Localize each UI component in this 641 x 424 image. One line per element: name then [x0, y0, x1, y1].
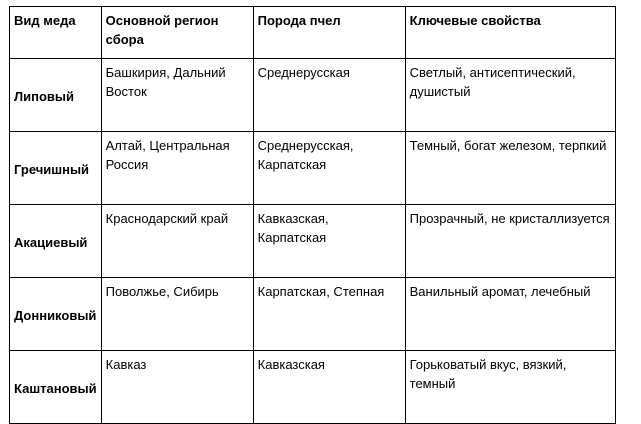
table-header-row — [10, 7, 616, 59]
cell-key-properties: Светлый, антисептический, душистый — [405, 59, 615, 132]
cell-region: Алтай, Центральная Россия — [101, 132, 253, 205]
cell-bee-breed: Карпатская, Степная — [253, 278, 405, 351]
honey-table — [9, 6, 616, 424]
cell-honey-type: Гречишный — [10, 132, 102, 205]
cell-honey-type: Каштановый — [10, 351, 102, 424]
cell-key-properties: Темный, богат железом, терпкий — [405, 132, 615, 205]
cell-honey-type: Донниковый — [10, 278, 102, 351]
table-row — [10, 351, 616, 424]
cell-key-properties: Горьковатый вкус, вязкий, темный — [405, 351, 615, 424]
cell-region: Поволжье, Сибирь — [101, 278, 253, 351]
header-region: Основной регион сбора — [101, 7, 253, 59]
cell-bee-breed: Кавказская — [253, 351, 405, 424]
cell-bee-breed: Среднерусская — [253, 59, 405, 132]
cell-bee-breed: Кавказская, Карпатская — [253, 205, 405, 278]
cell-region: Башкирия, Дальний Восток — [101, 59, 253, 132]
cell-region: Краснодарский край — [101, 205, 253, 278]
table-row — [10, 205, 616, 278]
header-bee-breed: Порода пчел — [253, 7, 405, 59]
cell-bee-breed: Среднерусская, Карпатская — [253, 132, 405, 205]
honey-table-container — [9, 6, 616, 424]
header-key-properties: Ключевые свойства — [405, 7, 615, 59]
cell-key-properties: Прозрачный, не кристаллизуется — [405, 205, 615, 278]
header-honey-type: Вид меда — [10, 7, 102, 59]
table-row — [10, 132, 616, 205]
table-row — [10, 59, 616, 132]
cell-key-properties: Ванильный аромат, лечебный — [405, 278, 615, 351]
cell-honey-type: Липовый — [10, 59, 102, 132]
cell-honey-type: Акациевый — [10, 205, 102, 278]
cell-region: Кавказ — [101, 351, 253, 424]
table-row — [10, 278, 616, 351]
